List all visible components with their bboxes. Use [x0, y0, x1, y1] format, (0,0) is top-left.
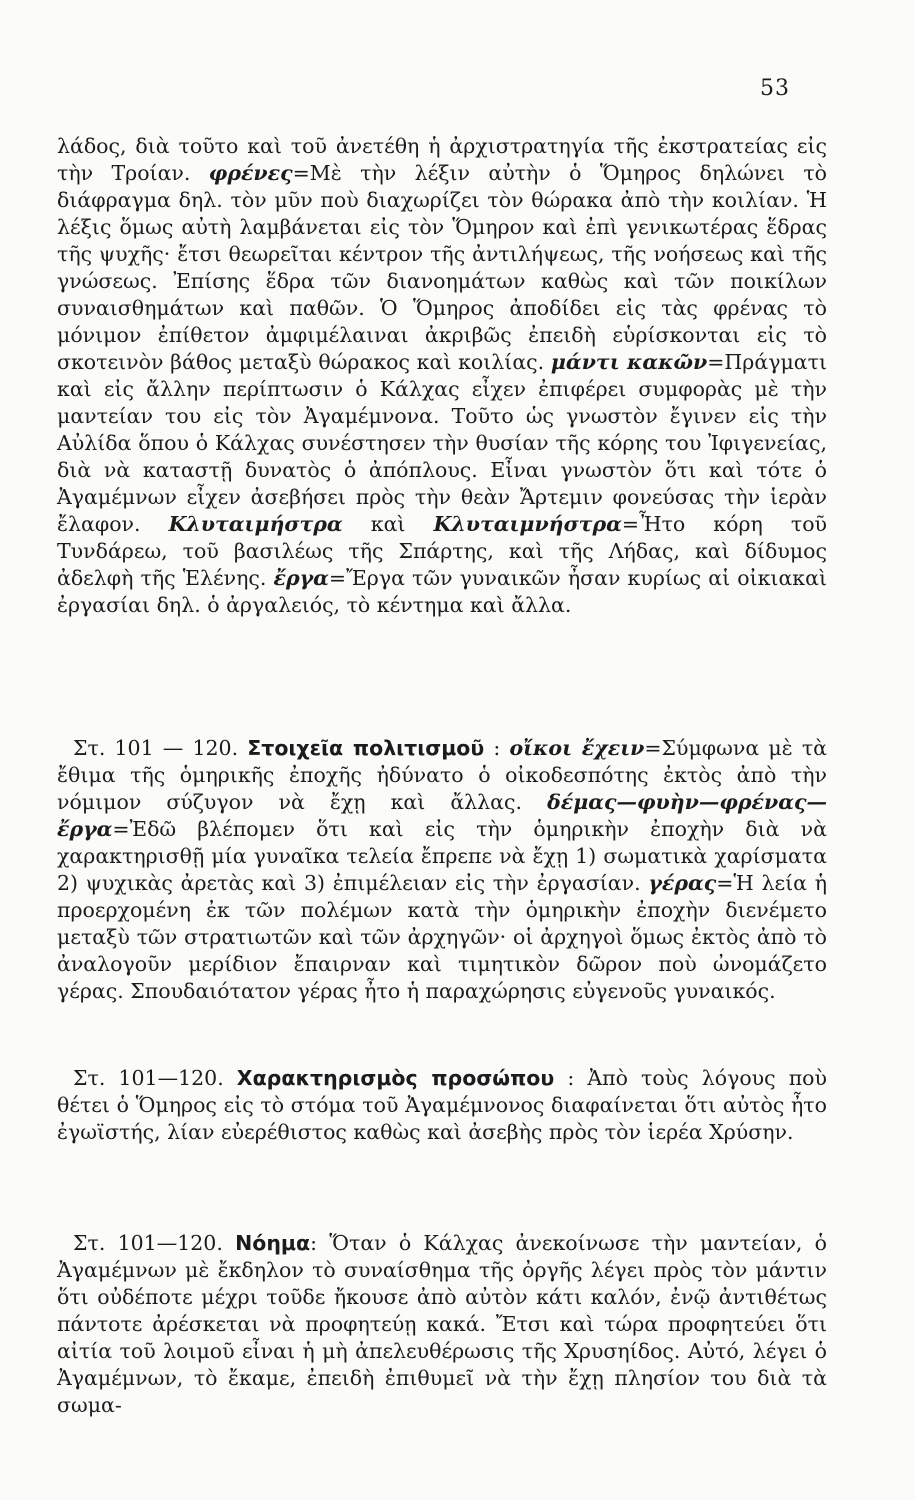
text-segment: λάδος, διὰ τοῦτο καὶ τοῦ ἀνετέθη ἡ ἀρχιστρατηγία τῆς ἐκστρατείας εἰς τὴν Τροίαν.: [57, 134, 827, 185]
text-segment: Ὅταν ὁ Κάλχας ἀνεκοίνωσε τὴν μαντείαν, ὁ Ἀγαμέμνων μὲ ἔκδηλον τὸ συναίσθημα τῆς ὀργῆς λέγει πρὸς τὸν μάντιν ὅτι οὐδέποτε μέχρι τοῦδε ἤκουσε ἀπὸ αὐτὸν κάτι καλόν, ἐνῷ ἀντιθέτως πάντοτε ἀρέσκεται νὰ προφητεύῃ κακά. Ἔτσι καὶ τώρα προφητεύει ὅτι αἰτία τοῦ λοιμοῦ εἶναι ἡ μὴ ἀπελευθέρωσις τῆς Χρυσηίδος. Αὐτό, λέγει ὁ Ἀγαμέμνων, τὸ ἔκαμε, ἐπειδὴ ἐπιθυμεῖ νὰ τὴν ἔχῃ πλησίον του διὰ τὰ σωμα-: [57, 1231, 827, 1417]
text-segment: :: [484, 736, 510, 760]
text-segment: =Πράγματι καὶ εἰς ἄλλην περίπτωσιν ὁ Κάλχας εἶχεν ἐπιφέρει συμφορὰς μὲ τὴν μαντείαν του εἰς τὸν Ἀγαμέμνονα. Τοῦτο ὡς γνωστὸν ἔγινεν εἰς τὴν Αὐλίδα ὅπου ὁ Κάλχας συνέστησεν τὴν θυσίαν τῆς κόρης του Ἰφιγενείας, διὰ νὰ καταστῇ δυνατὸς ὁ ἀπόπλους. Εἶναι γνωστὸν ὅτι καὶ τότε ὁ Ἀγαμέμνων εἶχεν ἀσεβήσει πρὸς τὴν θεὰν Ἄρτεμιν φονεύσας τὴν ἱερὰν ἔλαφον.: [57, 350, 827, 536]
text-segment: =Ἔργα τῶν γυναικῶν ἦσαν κυρίως αἱ οἰκιακαὶ ἐργασίαι δηλ. ὁ ἀργαλειός, τὸ κέντημα καὶ ἄλλα.: [57, 566, 827, 617]
section-heading: Χαρακτηρισμὸς προσώπου: [236, 1066, 555, 1090]
text-segment: =Ἐδῶ βλέπομεν ὅτι καὶ εἰς τὴν ὁμηρικὴν ἐποχὴν διὰ νὰ χαρακτηρισθῇ μία γυναῖκα τελεία ἔπρεπε νὰ ἔχῃ 1) σωματικὰ χαρίσματα 2) ψυχικὰς ἀρετὰς καὶ 3) ἐπιμέλειαν εἰς τὴν ἐργασίαν.: [57, 817, 827, 895]
section-heading: Στοιχεῖα πολιτισμοῦ: [247, 736, 485, 760]
commentary-paragraph-4: [57, 1230, 827, 1419]
text-segment: =Σύμφωνα μὲ τὰ ἔθιμα τῆς ὁμηρικῆς ἐποχῆς ἠδύνατο ὁ οἰκοδεσπότης ἐκτὸς ἀπὸ τὴν νόμιμον σύζυγον νὰ ἔχῃ καὶ ἄλλας.: [57, 736, 827, 814]
verse-reference: Στ. 101—120.: [73, 1231, 236, 1255]
verse-reference: Στ. 101 — 120.: [73, 736, 248, 760]
text-segment: :: [310, 1231, 330, 1255]
text-segment: :: [554, 1066, 588, 1090]
page-number: 53: [760, 76, 790, 101]
lemma-term: δέμας—φυὴν—φρένας—ἔργα: [57, 790, 827, 841]
lemma-term: Κλυταιμνήστρα: [433, 512, 622, 536]
lemma-term: μάντι κακῶν: [550, 350, 708, 374]
section-heading: Νόημα: [235, 1231, 311, 1255]
lemma-term: οἴκοι ἔχειν: [509, 736, 645, 760]
lemma-term: φρένες: [208, 161, 293, 185]
verse-reference: Στ. 101—120.: [73, 1066, 237, 1090]
text-segment: =Ἦτο κόρη τοῦ Τυνδάρεω, τοῦ βασιλέως τῆς Σπάρτης, καὶ τῆς Λήδας, καὶ δίδυμος ἀδελφὴ τῆς Ἑλένης.: [57, 512, 827, 590]
commentary-paragraph-1: [57, 133, 827, 619]
lemma-term: ἔργα: [273, 566, 329, 590]
text-segment: =Ἡ λεία ἡ προερχομένη ἐκ τῶν πολέμων κατὰ τὴν ὁμηρικὴν ἐποχὴν διενέμετο μεταξὺ τῶν στρατιωτῶν καὶ τῶν ἀρχηγῶν· οἱ ἀρχηγοὶ ὅμως ἐκτὸς ἀπὸ τὸ ἀναλογοῦν μερίδιον ἔπαιρναν καὶ τιμητικὸν δῶρον ποὺ ὠνομάζετο γέρας. Σπουδαιότατον γέρας ἦτο ἡ παραχώρησις εὐγενοῦς γυναικός.: [57, 871, 827, 1003]
text-segment: =Μὲ τὴν λέξιν αὐτὴν ὁ Ὅμηρος δηλώνει τὸ διάφραγμα δηλ. τὸν μῦν ποὺ διαχωρίζει τὸν θώρακα ἀπὸ τὴν κοιλίαν. Ἡ λέξις ὅμως αὐτὴ λαμβάνεται εἰς τὸν Ὅμηρον καὶ ἐπὶ γενικωτέρας ἕδρας τῆς ψυχῆς· ἔτσι θεωρεῖται κέντρον τῆς ἀντιλήψεως, τῆς νοήσεως καὶ τῆς γνώσεως. Ἐπίσης ἕδρα τῶν διανοημάτων καθὼς καὶ τῶν ποικίλων συναισθημάτων καὶ παθῶν. Ὁ Ὅμηρος ἀποδίδει εἰς τὰς φρένας τὸ μόνιμον ἐπίθετον ἀμφιμέλαιναι ἀκριβῶς ἐπειδὴ εὑρίσκονται εἰς τὸ σκοτεινὸν βάθος μεταξὺ θώρακος καὶ κοιλίας.: [57, 161, 828, 374]
lemma-term: γέρας: [648, 871, 717, 895]
text-segment: Ἀπὸ τοὺς λόγους ποὺ θέτει ὁ Ὅμηρος εἰς τὸ στόμα τοῦ Ἀγαμέμνονος διαφαίνεται ὅτι αὐτὸς ἦτο ἐγωϊστής, λίαν εὐερέθιστος καθὼς καὶ ἀσεβὴς πρὸς τὸν ἱερέα Χρύσην.: [57, 1066, 827, 1144]
lemma-term: Κλυταιμήστρα: [168, 512, 343, 536]
commentary-paragraph-3: [57, 1065, 827, 1146]
text-segment: καὶ: [342, 512, 434, 536]
commentary-paragraph-2: [57, 735, 827, 1005]
